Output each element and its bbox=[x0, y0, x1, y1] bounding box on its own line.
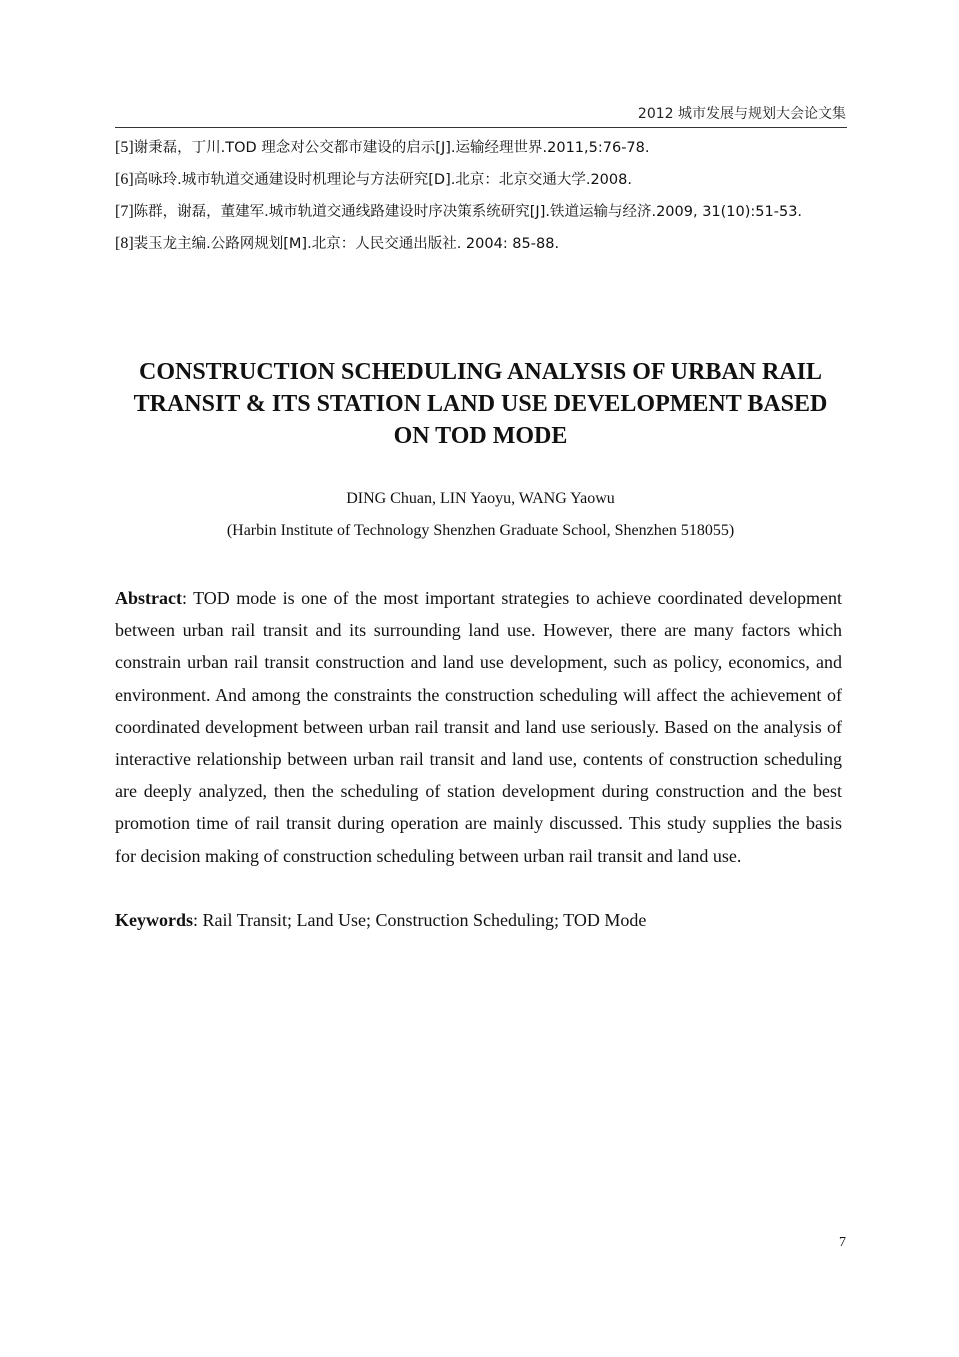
keywords-text: : Rail Transit; Land Use; Construction Scheduling; TOD Mode bbox=[193, 910, 647, 930]
reference-authors: 高咏玲. bbox=[133, 172, 182, 188]
reference-number: [6] bbox=[115, 171, 134, 188]
paper-title: CONSTRUCTION SCHEDULING ANALYSIS OF URBAN RAIL TRANSIT & ITS STATION LAND USE DEVELOPMENT BASED ON TOD MODE bbox=[133, 359, 828, 449]
header-rule bbox=[115, 127, 847, 128]
reference-authors: 谢秉磊，丁川. bbox=[133, 140, 226, 156]
reference-item bbox=[115, 196, 846, 228]
reference-authors: 陈群，谢磊，董建军. bbox=[133, 204, 269, 220]
page-number: 7 bbox=[839, 1235, 846, 1250]
abstract-text: : TOD mode is one of the most important strategies to achieve coordinated development between urban rail transit and its surrounding land use. However, there are many factors which constrain urban rail transit construction and land use development, such as policy, economics, and environment. And among the constraints the construction scheduling will affect the achievement of coordinated development between urban rail transit and land use seriously. Based on the analysis of interactive relationship between urban rail transit and land use, contents of construction scheduling are deeply analyzed, then the scheduling of station development during construction and the best promotion time of rail transit during operation are mainly discussed. This study supplies the basis for decision making of construction scheduling between urban rail transit and land use. bbox=[115, 588, 842, 866]
reference-text: 城市轨道交通线路建设时序决策系统研究[J].铁道运输与经济.2009, 31(10):51-53. bbox=[268, 204, 803, 220]
reference-text: 城市轨道交通建设时机理论与方法研究[D].北京：北京交通大学.2008. bbox=[181, 172, 632, 188]
reference-text: TOD 理念对公交都市建设的启示[J].运输经理世界.2011,5:76-78. bbox=[225, 140, 650, 156]
reference-authors: 裴玉龙主编. bbox=[133, 236, 211, 252]
keywords-label: Keywords bbox=[115, 910, 193, 930]
reference-item bbox=[115, 132, 846, 164]
running-header: 2012 城市发展与规划大会论文集 bbox=[637, 106, 846, 122]
abstract-label: Abstract bbox=[115, 588, 182, 608]
author-affiliation: (Harbin Institute of Technology Shenzhen Graduate School, Shenzhen 518055) bbox=[226, 522, 735, 539]
author-list: DING Chuan, LIN Yaoyu, WANG Yaowu bbox=[346, 490, 615, 507]
reference-number: [7] bbox=[115, 203, 134, 220]
reference-text: 公路网规划[M].北京：人民交通出版社. 2004: 85-88. bbox=[210, 236, 560, 252]
reference-list bbox=[115, 132, 846, 260]
keywords bbox=[115, 904, 842, 936]
reference-number: [8] bbox=[115, 235, 134, 252]
abstract bbox=[115, 582, 842, 872]
reference-item bbox=[115, 228, 846, 260]
reference-number: [5] bbox=[115, 139, 134, 156]
reference-item bbox=[115, 164, 846, 196]
